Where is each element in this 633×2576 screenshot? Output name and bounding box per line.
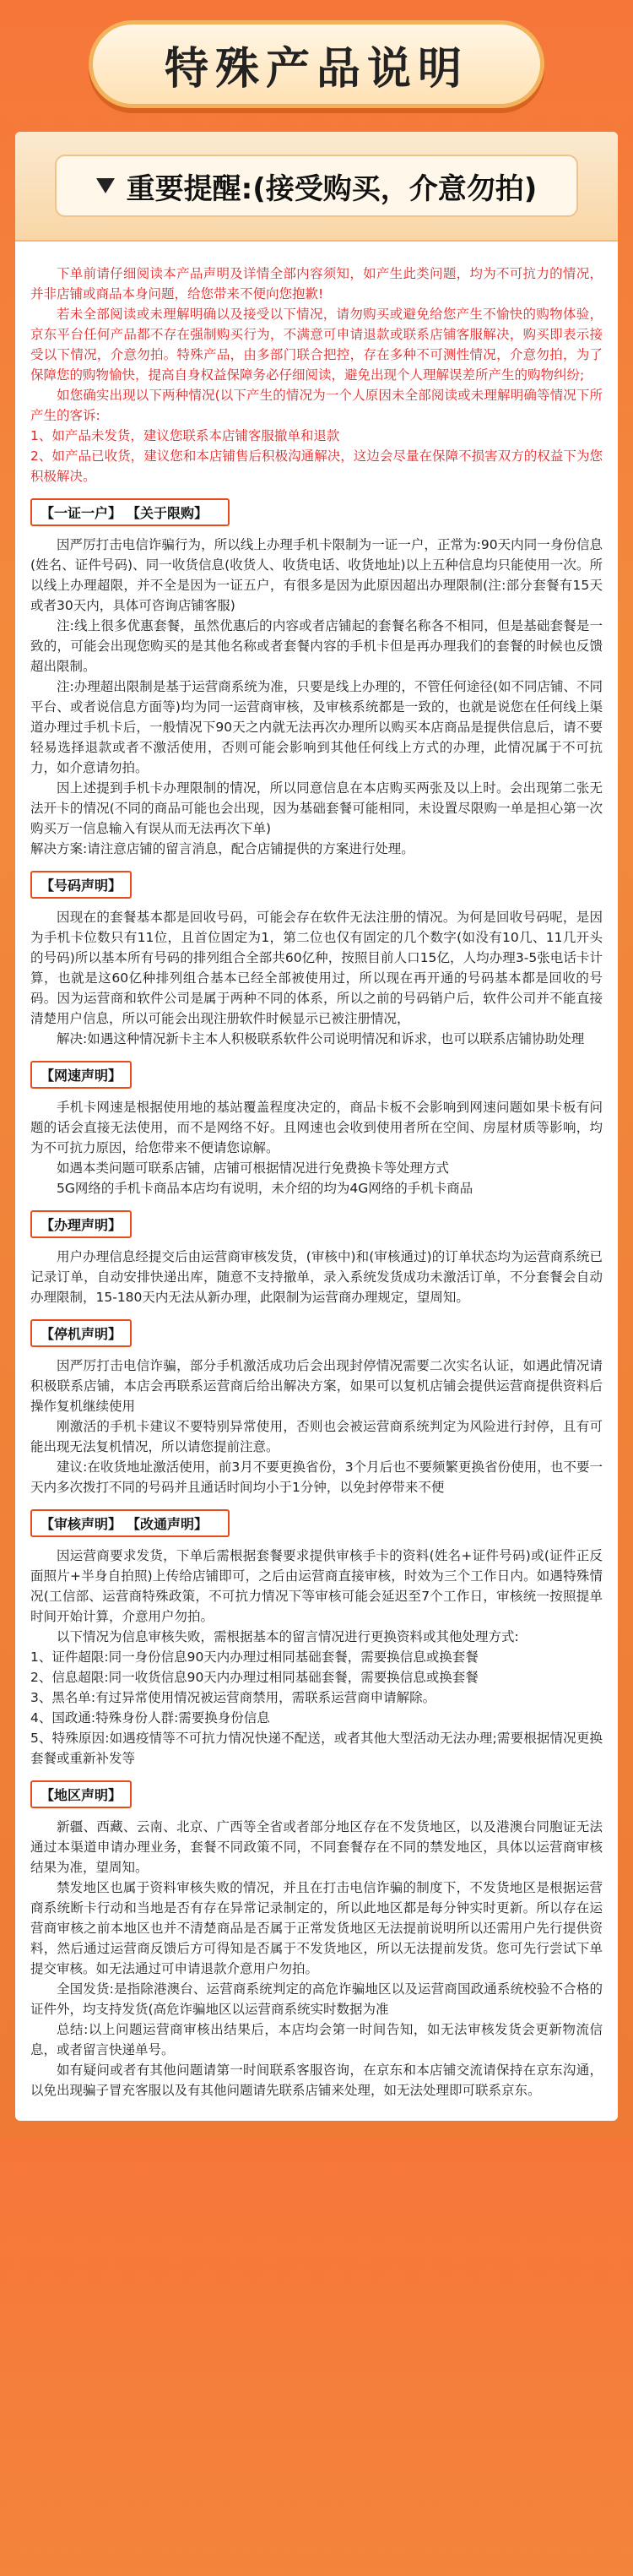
section-paragraph: 因运营商要求发货，下单后需根据套餐要求提供审核手卡的资料(姓名+证件号码)或(证件正反面照片+半身自拍照)上传给店铺即可，之后由运营商直接审核，时效为三个工作日内。如遇特殊情况(工信部、运营商特殊政策，不可抗力情况下等审核可能会延迟至7个工作日，审核统一按照提单时间开始计算，介意用户勿拍。 [30,1548,603,1624]
section-tag [30,1780,132,1808]
section-one-id-one-account [30,486,603,859]
section-suspension [30,1307,603,1497]
list-item: 1、证件超限:同一身份信息90天内办理过相同基础套餐，需要换信息或换套餐 [30,1649,479,1665]
content-sheet [15,132,618,2121]
section-paragraph: 注:线上很多优惠套餐，虽然优惠后的内容或者店铺起的套餐名称各不相同，但是基础套餐是一致的，可能会出现您购买的是其他名称或者套餐内容的手机卡但是再办理我们的套餐的时候也反馈超出限制。 [30,618,603,674]
section-paragraph: 如遇本类问题可联系店铺，店铺可根据情况进行免费换卡等处理方式 [57,1160,450,1176]
section-paragraph: 注:办理超出限制是基于运营商系统为准，只要是线上办理的，不管任何途径(如不同店铺、不同平台、或者说信息方面等)均为同一运营商审核，及审核系统都是一致的，也就是说您在任何线上渠道办理过手机卡后，一般情况下90天之内就无法再次办理所以购买本店商品是提供信息后，请不要轻易选择退款或者不激活使用，否则可能会影响到其他任何线上方式的办理，此情况属于不可抗力，如介意请勿拍。 [30,679,603,775]
list-item: 3、黑名单:有过异常使用情况被运营商禁用，需联系运营商申请解除。 [30,1690,436,1705]
section-paragraph: 建议:在收货地址激活使用，前3月不要更换省份，3个月后也不要频繁更换省份使用，也不要一天内多次拨打不同的号码并且通话时间均小于1分钟，以免封停带来不便 [30,1459,603,1495]
intro-paragraph: 如您确实出现以下两种情况(以下产生的情况为一个人原因未全部阅读或未理解明确等情况下所产生的客诉: [30,388,603,423]
page-title: 特殊产品说明 [164,43,468,95]
notice-box [55,155,578,217]
intro-paragraph: 2、如产品已收货，建议您和本店铺售后积极沟通解决，这边会尽量在保障不损害双方的权益下为您积极解决。 [30,448,603,484]
intro-block [30,242,603,486]
section-paragraph: 以下情况为信息审核失败，需根据基本的留言情况进行更换资料或其他处理方式: [57,1629,519,1644]
section-tag [30,1509,230,1537]
chevron-down-icon [96,178,115,193]
section-paragraph: 解决:如遇这种情况新卡主本人积极联系软件公司说明情况和诉求，也可以联系店铺协助处理 [57,1031,585,1046]
tag-label: 【改通声明】 [133,1516,208,1532]
section-paragraph: 全国发货:是指除港澳台、运营商系统判定的高危诈骗地区以及运营商国政通系统校验不合格的证件外，均支持发货(高危诈骗地区以运营商系统实时数据为准 [30,1981,603,2017]
section-review [30,1497,603,1769]
section-paragraph: 如有疑问或者有其他问题请第一时间联系客服咨询，在京东和本店铺交流请保持在京东沟通，以免出现骗子冒充客服以及有其他问题请先联系店铺来处理，如无法处理即可联系京东。 [30,2062,603,2098]
notice-title: 重要提醒:(接受购买，介意勿拍) [126,171,538,206]
section-paragraph: 因上述提到手机卡办理限制的情况，所以同意信息在本店购买两张及以上时。会出现第二张无法开卡的情况(不同的商品可能也会出现，因为基础套餐可能相同，未设置尽限购一单是担心第一次购买万一信息输入有误从而无法再次下单) [30,780,603,836]
section-tag [30,1210,132,1238]
notice-header [15,132,618,242]
section-paragraph: 禁发地区也属于资料审核失败的情况，并且在打击电信诈骗的制度下，不发货地区是根据运营商系统断卡行动和当地是否有存在异常记录制定的，所以此地区都是每分钟实时更新。所以存在运营商审核之前本地区也并不清楚商品是否属于正常发货地区无法提前说明所以还需用户先行提供资料，然后通过运营商反馈后方可得知是否属于不发货地区，所以无法提前发货。您可先行尝试下单提交审核。如无法通过可申请退款介意用户勿拍。 [30,1880,603,1976]
tag-label: 【号码声明】 [41,878,122,894]
tag-label: 【一证一户】 [41,505,122,521]
tag-label: 【审核声明】 [41,1516,122,1532]
section-paragraph: 手机卡网速是根据使用地的基站覆盖程度决定的，商品卡板不会影响到网速问题如果卡板有问题的话会直接无法使用，而不是网络不好。且网速也会收到使用者所在空间、房屋材质等影响，均为不可抗力原因，给您带来不便请您谅解。 [30,1100,603,1155]
section-paragraph: 因现在的套餐基本都是回收号码，可能会存在软件无法注册的情况。为何是回收号码呢，是因为手机卡位数只有11位，且首位固定为1，第二位也仅有固定的几个数字(如没有10几、11几开头的号码)所以基本所有号码的排列组合全部共60亿种，按照目前人口15亿，人均办理3-5张电话卡计算，也就是这60亿种排列组合基本已经全部被使用过，所以现在再开通的号码基本都是回收的号码。因为运营商和软件公司是属于两种不同的体系，所以之前的号码销户后，软件公司并不能直接清楚用户信息，所以可能会出现注册软件时候显示已被注册情况， [30,910,603,1026]
tag-label: 【关于限购】 [133,505,208,521]
section-paragraph: 总结:以上问题运营商审核出结果后，本店均会第一时间告知，如无法审核发货会更新物流信息，或者留言快递单号。 [30,2022,603,2057]
section-number-statement [30,859,603,1049]
section-paragraph: 刚激活的手机卡建议不要特别异常使用，否则也会被运营商系统判定为风险进行封停，且有可能出现无法复机情况，所以请您提前注意。 [30,1419,603,1454]
section-paragraph: 新疆、西藏、云南、北京、广西等全省或者部分地区存在不发货地区，以及港澳台同胞证无法通过本渠道申请办理业务，套餐不同政策不同，不同套餐存在不同的禁发地区，具体以运营商审核结果为准，望周知。 [30,1819,603,1875]
section-network-speed [30,1049,603,1198]
section-tag [30,1319,132,1347]
section-tag [30,1061,132,1089]
tag-label: 【地区声明】 [41,1787,122,1803]
section-paragraph: 解决方案:请注意店铺的留言消息，配合店铺提供的方案进行处理。 [30,841,414,856]
intro-paragraph: 1、如产品未发货，建议您联系本店铺客服撤单和退款 [30,428,340,443]
section-tag [30,871,132,899]
section-region [30,1769,603,2100]
tag-label: 【网速声明】 [41,1068,122,1084]
tag-label: 【办理声明】 [41,1217,122,1233]
intro-paragraph: 若未全部阅读或未理解明确以及接受以下情况，请勿购买或避免给您产生不愉快的购物体验，京东平台任何产品都不存在强制购买行为，不满意可申请退款或联系店铺客服解决，购买即表示接受以下情况，介意勿拍。特殊产品，由多部门联合把控，存在多种不可测性情况，介意勿拍，为了保障您的购物愉快，提高自身权益保障务必仔细阅读，避免出现个人理解误差所产生的购物纠纷; [30,307,603,383]
section-paragraph: 因严厉打击电信诈骗行为，所以线上办理手机卡限制为一证一户，正常为:90天内同一身份信息(姓名、证件号码)、同一收货信息(收货人、收货电话、收货地址)以上五种信息均只能使用一次。所以线上办理超限，并不全是因为一证五户，有很多是因为此原因超出办理限制(注:部分套餐有15天或者30天内，具体可咨询店铺客服) [30,537,603,613]
section-processing [30,1198,603,1307]
title-banner [89,20,544,108]
tag-label: 【停机声明】 [41,1326,122,1342]
list-item: 2、信息超限:同一收货信息90天内办理过相同基础套餐，需要换信息或换套餐 [30,1670,479,1685]
intro-paragraph: 下单前请仔细阅读本产品声明及详情全部内容须知，如产生此类问题，均为不可抗力的情况，并非店铺或商品本身问题，给您带来不便向您抱歉! [30,266,603,302]
section-paragraph: 5G网络的手机卡商品本店均有说明，未介绍的均为4G网络的手机卡商品 [57,1181,473,1196]
section-paragraph: 用户办理信息经提交后由运营商审核发货，(审核中)和(审核通过)的订单状态均为运营商系统已记录订单，自动安排快递出库，随意不支持撤单，录入系统发货成功未激活订单，不分套餐会自动办理限制，15-180天内无法从新办理，此限制为运营商办理规定，望周知。 [30,1249,603,1305]
section-paragraph: 因严厉打击电信诈骗，部分手机激活成功后会出现封停情况需要二次实名认证，如遇此情况请积极联系店铺，本店会再联系运营商后给出解决方案，如果可以复机店铺会提供运营商提供资料后操作复机继续使用 [30,1358,603,1414]
section-tag [30,498,230,526]
list-item: 5、特殊原因:如遇疫情等不可抗力情况快递不配送，或者其他大型活动无法办理;需要根据情况更换套餐或重新补发等 [30,1731,603,1766]
list-item: 4、国政通:特殊身份人群:需要换身份信息 [30,1710,270,1725]
